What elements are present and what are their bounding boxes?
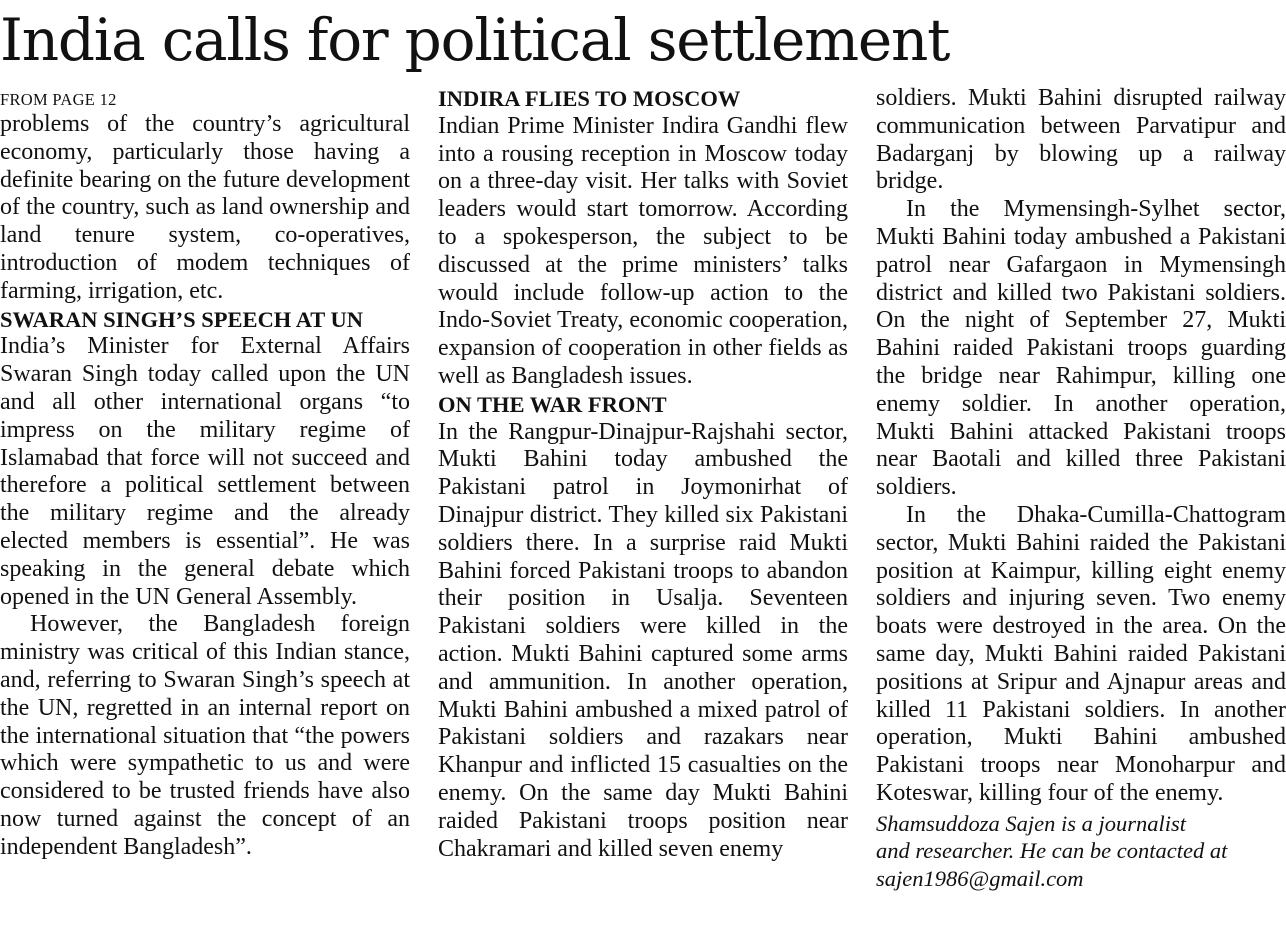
paragraph-mymensingh-sector: In the Mymensingh-Sylhet sector, Mukti Bahini today ambushed a Pakistani patrol near Gafargaon in Mymensingh district and killed two Pakistani soldiers. On the night of September 27, Mukti Bahini raided Pakistani troops guarding the bridge near Rahimpur, killing one enemy soldier. In another operation, Mukti Bahini attacked Pakistani troops near Baotali and killed three Pakistani soldiers. [876, 196, 1286, 501]
paragraph-swaran-singh-speech: India’s Minister for External Affairs Swaran Singh today called upon the UN and all other international organs “to impress on the military regime of Islamabad that force will not succeed and therefore a political settlement between the military regime and the already elected members is essential”. He was speaking in the general debate which opened in the UN General Assembly. [0, 333, 410, 610]
byline-line-1: Shamsuddoza Sajen is a journalist [876, 810, 1187, 836]
paragraph-agriculture: problems of the country’s agricultural economy, particularly those having a definite bearing on the future development of the country, such as land ownership and land tenure system, co-operatives, introduction of modem techniques of farming, irrigation, etc. [0, 111, 410, 304]
subhead-war-front: ON THE WAR FRONT [438, 391, 667, 417]
byline-email: sajen1986@gmail.com [876, 865, 1084, 891]
byline-line-2: and researcher. He can be contacted at [876, 838, 1228, 864]
paragraph-rangpur-sector: In the Rangpur-Dinajpur-Rajshahi sector, Mukti Bahini today ambushed the Pakistani patrol in Joymonirhat of Dinajpur district. They killed six Pakistani soldiers there. In a surprise raid Mukti Bahini forced Pakistani troops to abandon their position in Usalja. Seventeen Pakistani soldiers were killed in the action. Mukti Bahini captured some arms and ammunition. In another operation, Mukti Bahini ambushed a mixed patrol of Pakistani soldiers and razakars near Khanpur and inflicted 15 casualties on the enemy. On the same day Mukti Bahini raided Pakistani troops position near Chakramari and killed seven enemy [438, 418, 848, 862]
paragraph-dhaka-sector: In the Dhaka-Cumilla-Chattogram sector, Mukti Bahini raided the Pakistani position at Kaimpur, killing eight enemy soldiers and injuring seven. Two enemy boats were destroyed in the area. On the same day, Mukti Bahini raided Pakistani positions at Sripur and Ajnapur areas and killed 11 Pakistani soldiers. In another operation, Mukti Bahini ambushed Pakistani troops near Monoharpur and Koteswar, killing four of the enemy. [876, 501, 1286, 806]
paragraph-foreign-ministry: However, the Bangladesh foreign ministry was critical of this Indian stance, and, referring to Swaran Singh’s speech at the UN, regretted in an internal report on the international situation that “the powers which were sympathetic to us and were considered to be trusted friends have also now turned against the concept of an independent Bangladesh”. [0, 611, 410, 860]
subhead-indira-moscow: INDIRA FLIES TO MOSCOW [438, 86, 741, 111]
article-column-1 [0, 85, 410, 862]
article-column-3 [876, 85, 1286, 892]
paragraph-moscow-visit: Indian Prime Minister Indira Gandhi flew into a rousing reception in Moscow today on a three-day visit. Her talks with Soviet leaders would start tomorrow. According to a spokesperson, the subject to be discussed at the prime ministers’ talks would include follow-up action to the Indo-Soviet Treaty, economic cooperation, expansion of cooperation in other fields as well as Bangladesh issues. [438, 112, 848, 389]
continued-from-label: FROM PAGE 12 [0, 90, 117, 109]
subhead-swaran-singh: SWARAN SINGH’S SPEECH AT UN [0, 306, 363, 332]
author-byline [876, 810, 1286, 893]
article-column-2 [438, 85, 848, 863]
headline: India calls for political settlement [0, 6, 950, 74]
paragraph-railway-bridge: soldiers. Mukti Bahini disrupted railway communication between Parvatipur and Badarganj by blowing up a railway bridge. [876, 85, 1286, 195]
